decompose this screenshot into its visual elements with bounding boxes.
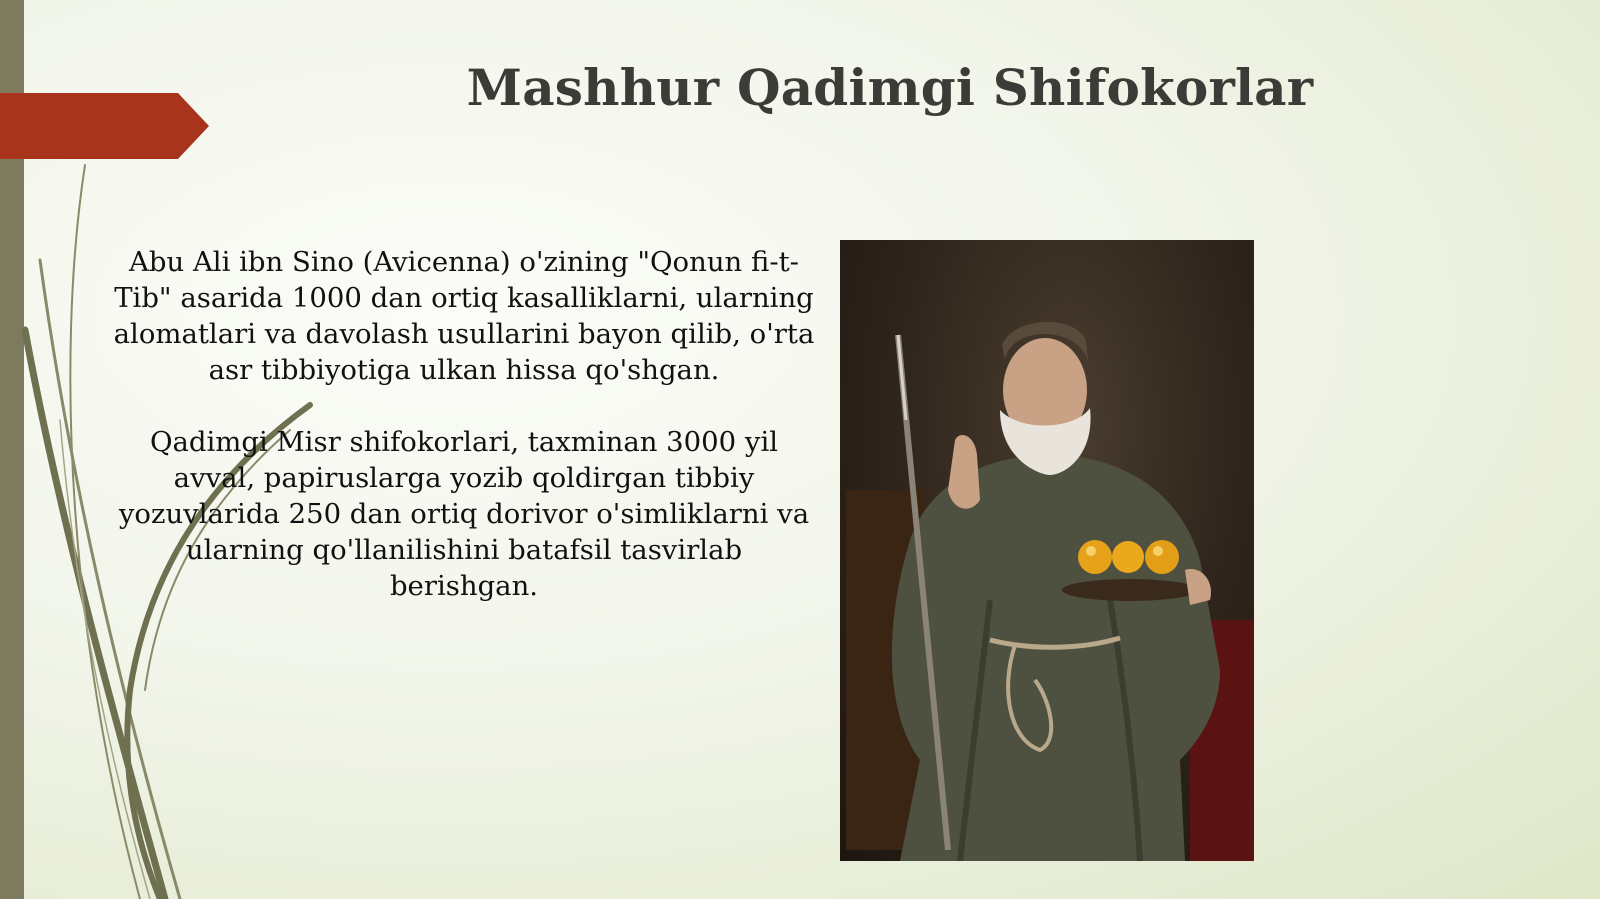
physician-photo <box>840 240 1254 861</box>
slide-title: Mashhur Qadimgi Shifokorlar <box>466 58 1314 117</box>
title-arrow-shape <box>0 93 210 159</box>
paragraph-egypt: Qadimgi Misr shifokorlari, taxminan 3000 yil avval, papiruslarga yozib qoldirgan tibbiy yozuvlarida 250 dan ortiq dorivor o'simliklarni va ularning qo'llanilishini batafsil tasvirlab berishgan. <box>118 426 810 602</box>
paragraph-avicenna: Abu Ali ibn Sino (Avicenna) o'zining "Qonun fi-t-Tib" asarida 1000 dan ortiq kasalliklarni, ularning alomatlari va davolash usullarini bayon qilib, o'rta asr tibbiyotiga ulkan hissa qo'shgan. <box>113 246 815 386</box>
body-text <box>108 244 820 640</box>
